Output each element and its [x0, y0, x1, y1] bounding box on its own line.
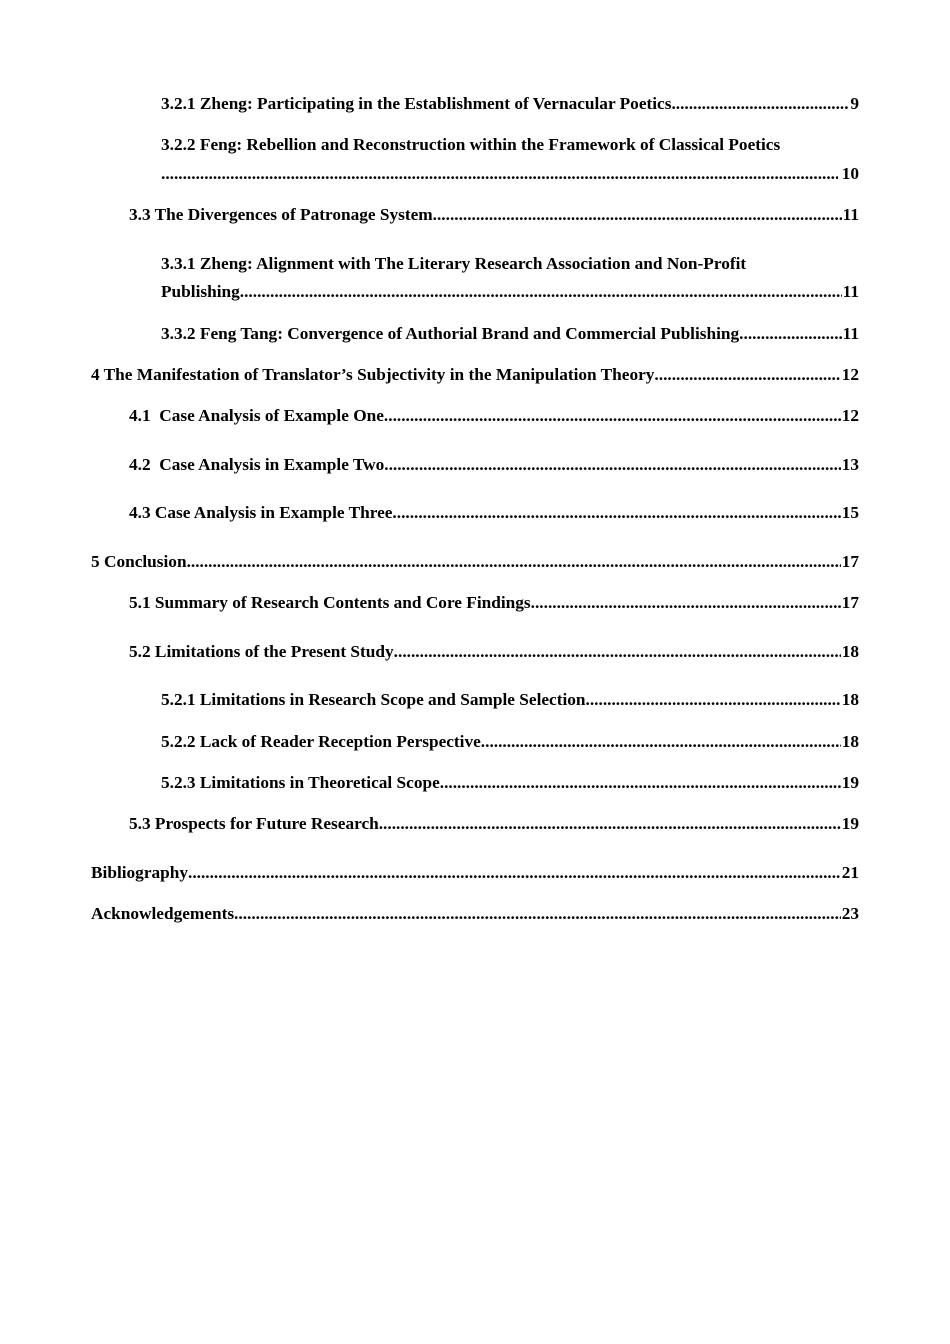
dot-leader [161, 163, 838, 185]
toc-entry-title: 3.3.1 Zheng: Alignment with The Literary Research Association and Non-Profit [161, 254, 747, 273]
toc-page-number: 11 [842, 205, 859, 224]
toc-entry-title: 5.2.2 Lack of Reader Reception Perspective [161, 732, 481, 751]
toc-entry-title: 5 Conclusion [91, 552, 187, 571]
toc-entry-title: Bibliography [91, 863, 188, 882]
toc-entry-bibliography[interactable] [91, 862, 859, 884]
dot-leader [394, 641, 841, 663]
toc-entry-title: 5.1 Summary of Research Contents and Core Findings [129, 593, 531, 612]
toc-entry-title: 4.1 Case Analysis of Example One [129, 406, 384, 425]
dot-leader [586, 689, 841, 711]
dot-leader [234, 903, 841, 925]
toc-entry-acknowledgements[interactable] [91, 903, 859, 925]
toc-page-number: 23 [841, 904, 859, 923]
toc-entry-4-3[interactable] [129, 502, 859, 524]
toc-entry-5-2-1[interactable] [161, 689, 859, 711]
toc-entry-title-continued: Publishing [161, 282, 240, 301]
toc-entry-4-2[interactable] [129, 454, 859, 476]
toc-page-number: 18 [841, 642, 859, 661]
dot-leader [384, 405, 841, 427]
toc-entry-5-3[interactable] [129, 813, 859, 835]
toc-entry-title: 5.3 Prospects for Future Research [129, 814, 379, 833]
toc-page-number: 18 [841, 690, 859, 709]
toc-entry-title: 4.3 Case Analysis in Example Three [129, 503, 393, 522]
toc-entry-title: 5.2.3 Limitations in Theoretical Scope [161, 773, 440, 792]
dot-leader [379, 813, 841, 835]
dot-leader [671, 93, 849, 115]
toc-page-number: 19 [841, 814, 859, 833]
toc-page-number: 21 [841, 863, 859, 882]
toc-entry-title: Acknowledgements [91, 904, 235, 923]
toc-entry-5-2-3[interactable] [161, 772, 859, 794]
toc-entry-title: 4.2 Case Analysis in Example Two [129, 455, 385, 474]
dot-leader [187, 551, 841, 573]
toc-entry-title: 3.2.1 Zheng: Participating in the Establishment of Vernacular Poetics [161, 94, 672, 113]
toc-entry-title: 5.2.1 Limitations in Research Scope and Sample Selection [161, 690, 586, 709]
toc-entry-5-2[interactable] [129, 641, 859, 663]
toc-page-number: 12 [841, 406, 859, 425]
toc-entry-title: 4 The Manifestation of Translator’s Subjectivity in the Manipulation Theory [91, 365, 655, 384]
dot-leader [531, 592, 841, 614]
toc-entry-3-3-1[interactable] [161, 253, 859, 303]
toc-page-number: 18 [841, 732, 859, 751]
dot-leader [739, 323, 842, 345]
toc-page-number: 11 [842, 282, 859, 301]
toc-entry-3-3-2[interactable] [161, 323, 859, 345]
toc-page-number: 19 [841, 773, 859, 792]
toc-page-number: 13 [841, 455, 859, 474]
toc-page-number: 17 [841, 593, 859, 612]
toc-entry-5-2-2[interactable] [161, 731, 859, 753]
toc-entry-3-2-2[interactable] [161, 134, 859, 185]
dot-leader [440, 772, 841, 794]
dot-leader [384, 454, 840, 476]
toc-page-number: 11 [842, 324, 859, 343]
toc-entry-5-1[interactable] [129, 592, 859, 614]
toc-entry-title: 3.3 The Divergences of Patronage System [129, 205, 433, 224]
toc-page-number: 12 [841, 365, 859, 384]
toc-entry-title: 3.3.2 Feng Tang: Convergence of Authorial Brand and Commercial Publishing [161, 324, 740, 343]
dot-leader [481, 731, 841, 753]
toc-page-number: 9 [850, 94, 859, 113]
toc-page-number: 15 [841, 503, 859, 522]
dot-leader [240, 281, 842, 303]
dot-leader [654, 364, 840, 386]
toc-entry-title: 3.2.2 Feng: Rebellion and Reconstruction within the Framework of Classical Poetics [161, 135, 781, 154]
toc-entry-4-1[interactable] [129, 405, 859, 427]
dot-leader [392, 502, 840, 524]
toc-page-number: 10 [841, 164, 859, 183]
toc-entry-3-2-1[interactable] [161, 93, 859, 115]
dot-leader [188, 862, 841, 884]
toc-entry-title: 5.2 Limitations of the Present Study [129, 642, 394, 661]
dot-leader [433, 204, 842, 226]
toc-page-number: 17 [841, 552, 859, 571]
toc-entry-4[interactable] [91, 364, 859, 386]
toc-entry-3-3[interactable] [129, 204, 859, 226]
toc-entry-5[interactable] [91, 551, 859, 573]
